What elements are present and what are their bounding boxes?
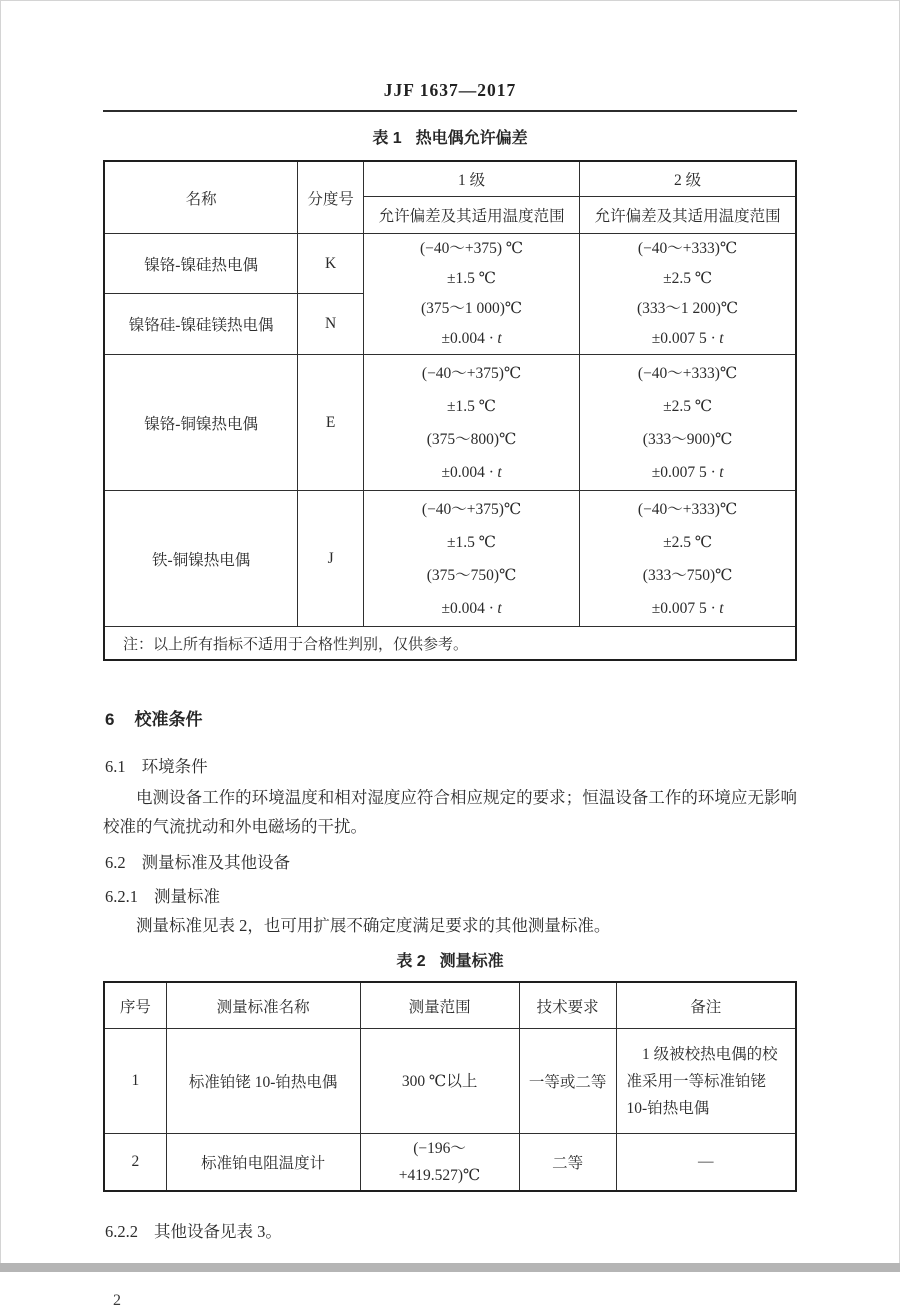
cell-name-n: 镍铬硅-镍硅镁热电偶 — [104, 294, 298, 355]
dev-line: ±2.5 ℃ — [663, 533, 713, 551]
section62-heading — [105, 849, 797, 873]
cell-class1-kn — [363, 234, 579, 355]
header-rule-divider — [103, 110, 797, 112]
temperature-variable: t — [497, 599, 502, 617]
cell-no: 1 — [104, 1029, 166, 1134]
page-content — [103, 0, 797, 1310]
table1-note: 注：以上所有指标不适用于合格性判别，仅供参考。 — [104, 627, 796, 661]
cell-range — [360, 1134, 519, 1192]
cell-class2-e — [580, 355, 796, 491]
dev-line: (333～1 200)℃ — [636, 300, 739, 317]
cell-class2-kn — [580, 234, 796, 355]
section621-heading — [105, 883, 797, 907]
dev-line: (−40～+333)℃ — [637, 500, 738, 518]
section61-heading — [105, 753, 797, 777]
dev-line — [364, 456, 579, 489]
section6-title: 校准条件 — [134, 710, 203, 729]
range-line: 300 ℃以上 — [401, 1072, 478, 1090]
page-number: 2 — [113, 1292, 121, 1309]
table2-col-remark: 备注 — [616, 982, 796, 1029]
cell-requirement: 二等 — [519, 1134, 616, 1192]
dev-line: (375～1 000)℃ — [420, 300, 523, 317]
table1-col-class2: 2 级 — [580, 161, 796, 197]
cell-code-j: J — [298, 491, 364, 627]
cell-standard-name: 标准铂铑 10-铂热电偶 — [166, 1029, 360, 1134]
section6-number: 6 — [105, 710, 115, 729]
section621-paragraph: 测量标准见表 2，也可用扩展不确定度满足要求的其他测量标准。 — [136, 916, 611, 935]
dev-line: (−40～+375) ℃ — [419, 240, 524, 257]
cell-name-e: 镍铬-铜镍热电偶 — [104, 355, 298, 491]
table1-title-text: 热电偶允许偏差 — [415, 130, 528, 147]
table1-row-e — [104, 355, 796, 491]
temperature-variable: t — [719, 599, 724, 617]
section62-title: 测量标准及其他设备 — [141, 853, 291, 872]
scan-bottom-edge — [0, 1263, 900, 1272]
dev-line: ±1.5 ℃ — [447, 533, 497, 551]
temperature-variable: t — [719, 463, 724, 481]
dev-line: (333～900)℃ — [642, 430, 733, 448]
dev-coef: ±0.007 5 · — [651, 463, 716, 481]
section6-heading — [105, 705, 797, 730]
dev-line: (−40～+333)℃ — [637, 240, 738, 257]
table1-col-name: 名称 — [104, 161, 298, 234]
dev-line — [580, 324, 795, 354]
table2-title — [103, 948, 797, 971]
cell-remark: — — [616, 1134, 796, 1192]
cell-requirement: 一等或二等 — [519, 1029, 616, 1134]
dev-line — [364, 324, 579, 354]
dev-line — [580, 592, 795, 625]
range-line: (−196～ — [413, 1140, 466, 1157]
section621-title: 测量标准 — [154, 887, 220, 906]
dev-line: (−40～+375)℃ — [421, 500, 522, 518]
cell-standard-name: 标准铂电阻温度计 — [166, 1134, 360, 1192]
cell-code-e: E — [298, 355, 364, 491]
dev-coef: ±0.004 · — [441, 463, 494, 481]
table2-col-requirement: 技术要求 — [519, 982, 616, 1029]
table2-col-name: 测量标准名称 — [166, 982, 360, 1029]
section61-paragraph: 电测设备工作的环境温度和相对湿度应符合相应规定的要求；恒温设备工作的环境应无影响校准的气流扰动和外电磁场的干扰。 — [103, 788, 797, 836]
table2-col-no: 序号 — [104, 982, 166, 1029]
table1-header-row-1 — [104, 161, 796, 197]
dev-line: (−40～+333)℃ — [637, 364, 738, 382]
section622-text: 其他设备见表 3。 — [154, 1222, 282, 1241]
table1-row-k — [104, 234, 796, 294]
section621-number: 6.2.1 — [105, 887, 138, 906]
table2-col-range: 测量范围 — [360, 982, 519, 1029]
table2-row-2 — [104, 1134, 796, 1192]
document-header-number: JJF 1637—2017 — [383, 80, 517, 100]
table1-row-j — [104, 491, 796, 627]
cell-class1-j — [363, 491, 579, 627]
dev-line: ±2.5 ℃ — [663, 397, 713, 415]
range-line: +419.527)℃ — [398, 1167, 481, 1184]
cell-name-k: 镍铬-镍硅热电偶 — [104, 234, 298, 294]
table1-subcol-class2: 允许偏差及其适用温度范围 — [580, 197, 796, 234]
table1-note-row — [104, 627, 796, 661]
section61-title: 环境条件 — [141, 757, 208, 776]
dev-line: ±1.5 ℃ — [447, 270, 497, 287]
section622-heading — [105, 1218, 797, 1242]
table1-subcol-class1: 允许偏差及其适用温度范围 — [363, 197, 579, 234]
dev-line: ±2.5 ℃ — [663, 270, 713, 287]
temperature-variable: t — [719, 330, 724, 347]
dev-line: (375～750)℃ — [426, 566, 517, 584]
table2-row-1 — [104, 1029, 796, 1134]
dev-line — [580, 456, 795, 489]
dev-line: (333～750)℃ — [642, 566, 733, 584]
cell-code-k: K — [298, 234, 364, 294]
table1-title-prefix: 表 1 — [372, 130, 402, 147]
cell-no: 2 — [104, 1134, 166, 1192]
dev-line: (375～800)℃ — [426, 430, 517, 448]
cell-class2-j — [580, 491, 796, 627]
table2-title-prefix: 表 2 — [396, 953, 426, 970]
table2-measurement-standards — [103, 981, 797, 1192]
table2-title-text: 测量标准 — [439, 953, 504, 970]
table2-header-row — [104, 982, 796, 1029]
cell-class1-e — [363, 355, 579, 491]
section61-number: 6.1 — [105, 757, 126, 776]
dev-coef: ±0.007 5 · — [651, 599, 716, 617]
cell-code-n: N — [298, 294, 364, 355]
table1-col-class1: 1 级 — [363, 161, 579, 197]
cell-name-j: 铁-铜镍热电偶 — [104, 491, 298, 627]
dev-line: ±1.5 ℃ — [447, 397, 497, 415]
dev-line: (−40～+375)℃ — [421, 364, 522, 382]
dev-coef: ±0.007 5 · — [651, 330, 716, 347]
dev-line — [364, 592, 579, 625]
dev-coef: ±0.004 · — [441, 330, 494, 347]
temperature-variable: t — [497, 463, 502, 481]
section62-number: 6.2 — [105, 853, 126, 872]
cell-range — [360, 1029, 519, 1134]
section622-number: 6.2.2 — [105, 1222, 138, 1241]
temperature-variable: t — [497, 330, 502, 347]
dev-coef: ±0.004 · — [441, 599, 494, 617]
table1-title — [103, 125, 797, 148]
table1-col-code: 分度号 — [298, 161, 364, 234]
cell-remark: 1 级被校热电偶的校准采用一等标准铂铑 10-铂热电偶 — [616, 1029, 796, 1134]
table1-thermocouple-deviation — [103, 160, 797, 661]
